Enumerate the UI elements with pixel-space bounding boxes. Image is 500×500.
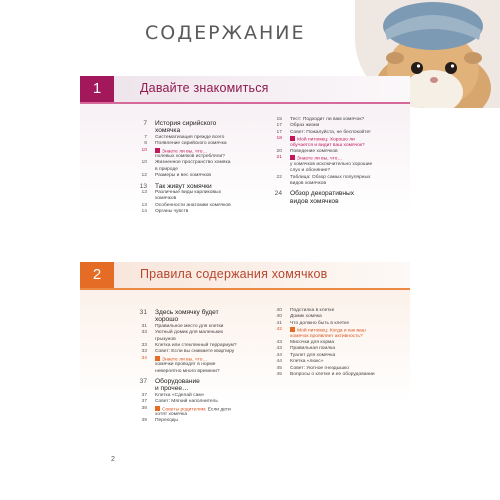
toc-page-number: 44 [276, 359, 282, 365]
toc-entry-text [290, 353, 335, 359]
toc-page-number: 37 [141, 399, 147, 405]
toc-entry-label: Размеры и вес хомячков [155, 173, 212, 179]
toc-page-number: 37 [141, 392, 147, 398]
toc-page-number: 45 [276, 372, 282, 377]
toc-entry-label: Мой питомец: Когда и как ваш [297, 328, 366, 334]
toc-page-number: 13 [141, 202, 147, 208]
toc-entry-text [290, 366, 349, 372]
toc-page-number: 18 [276, 136, 282, 142]
toc-entry-text [155, 173, 211, 179]
toc-page-number: 13 [139, 182, 147, 190]
toc-page-number: 43 [276, 340, 282, 345]
toc-entry-label: Знаете ли вы, что… [162, 149, 208, 155]
toc-entry-text [155, 378, 200, 385]
toc-page-number: 17 [276, 129, 282, 135]
toc-entry-text [290, 198, 339, 205]
toc-page-number: 22 [276, 174, 282, 180]
toc-page-number: 41 [276, 320, 282, 326]
toc-entry-label: Совет: Пожалуйста, не беспокойте! [290, 129, 371, 135]
toc-entry-text [290, 321, 349, 327]
toc-entry-label: Подстилка в клетке [290, 308, 335, 313]
section-2-title: Правила содержания хомячков [140, 267, 328, 281]
toc-page-number: 33 [141, 349, 147, 355]
toc-entry-label: видов хомячков [290, 197, 339, 205]
toc-entry-label: Переходы [155, 418, 178, 424]
toc-entry-text [155, 183, 212, 190]
toc-page-number: 39 [141, 418, 147, 424]
toc-page-number: 44 [276, 352, 282, 358]
toc-entry-label: хорошо [155, 316, 179, 324]
toc-entry-text [290, 372, 375, 378]
toc-page-number: 14 [141, 209, 147, 215]
toc-entry-text [155, 203, 231, 209]
toc-page-number: 42 [276, 327, 282, 333]
toc-page-number: 33 [141, 343, 147, 348]
toc-page-number: 43 [276, 346, 282, 352]
toc-entry-label: Что должно быть в клетке [290, 320, 350, 326]
toc-entry-label: Появление сирийского хомячка [155, 141, 227, 147]
toc-entry-text [155, 209, 188, 215]
toc-entry-text [155, 330, 223, 336]
toc-page-number: 7 [144, 134, 147, 140]
toc-entry-label: хомячки проводят в норме [155, 362, 216, 368]
toc-entry-text [155, 418, 178, 424]
toc-entry-text [155, 399, 218, 405]
toc-entry-label: Совет: Если вы снимаете квартиру [155, 349, 235, 355]
toc-entry-label: Совет: Мягкий наполнитель [155, 399, 218, 405]
toc-entry-label: Так живут хомячки [155, 182, 212, 190]
toc-entry-text [155, 135, 224, 141]
toc-page-number: 17 [276, 123, 282, 129]
toc-page-number: 37 [139, 378, 147, 385]
toc-entry-label: Органы чувств [155, 209, 189, 215]
feature-marker-icon [155, 356, 160, 361]
toc-page-number: 21 [276, 155, 282, 161]
toc-entry-text [155, 167, 178, 173]
toc-entry-label: Особенности анатомии хомячков [155, 202, 231, 208]
toc-entry-text [155, 160, 230, 166]
toc-entry-text [155, 120, 216, 127]
toc-page-number: 45 [276, 365, 282, 371]
feature-marker-icon [290, 155, 295, 160]
toc-page-number: 8 [144, 141, 147, 147]
toc-entry-label: Мой питомец: Хорошо ли [297, 137, 355, 143]
toc-entry-label: Совет: Уютное гнездышко [290, 365, 349, 371]
toc-entry-text [155, 309, 219, 316]
toc-entry-text [290, 346, 335, 352]
toc-entry-label: Клетка или стеклянный террариум? [155, 343, 237, 348]
feature-marker-icon [155, 148, 160, 153]
toc-entry-label: Образ жизни [290, 123, 320, 129]
parents-tip-icon [155, 406, 160, 411]
toc-entry-label: и прочее… [155, 385, 189, 393]
toc-page-number: 10 [141, 160, 147, 166]
toc-entry-text [290, 190, 354, 197]
toc-entry-label: Мисочки для корма [290, 340, 335, 345]
page-title: СОДЕРЖАНИЕ [145, 22, 306, 44]
feature-marker-icon [290, 327, 295, 332]
toc-page-number: 10 [141, 147, 147, 153]
toc-page-number: 40 [276, 314, 282, 320]
toc-entry-text [155, 127, 180, 134]
toc-entry-label: Правильное место для клетки [155, 323, 224, 329]
toc-entry-label: История сирийского [155, 120, 217, 127]
toc-entry-label: полевых хомяков истребляли? [155, 154, 225, 159]
toc-entry-label: Обзор декоративных [290, 190, 355, 198]
page-number: 2 [111, 456, 115, 463]
toc-entry-text [155, 316, 178, 323]
toc-entry-label: у хомячков исключительно хорошие [290, 161, 373, 167]
toc-entry-text [290, 123, 319, 129]
toc-page-number: 31 [139, 309, 147, 316]
toc-entry-rest: Если дети [206, 407, 231, 413]
toc-entry-label: Систематизация прежде всего [155, 134, 225, 140]
toc-entry-key: Советы родителям: [162, 407, 207, 413]
toc-page-number: 40 [276, 308, 282, 313]
toc-entry-text [155, 324, 223, 330]
toc-entry-text [155, 362, 215, 368]
toc-page-number: 24 [274, 190, 282, 198]
toc-entry-label: обучается и видит ваш хомячок? [290, 142, 365, 148]
toc-page-number: 31 [141, 323, 147, 329]
toc-entry-label: Знаете ли вы, что… [162, 357, 208, 363]
toc-entry-text [290, 130, 371, 136]
toc-entry-label: невероятно много времени? [155, 368, 220, 374]
toc-entry-label: Клетка «люкс» [290, 359, 324, 365]
toc-entry-text [290, 149, 338, 155]
toc-entry-label: Уютный домик для маленьких [155, 330, 224, 336]
toc-page-number: 7 [143, 120, 147, 127]
toc-entry-label: грызунов [155, 336, 176, 342]
toc-entry-text [155, 349, 234, 355]
toc-entry-label: Знаете ли вы, что… [297, 156, 343, 162]
toc-entry-label: хомячка [155, 127, 181, 135]
toc-entry-label: хомячков [155, 196, 177, 202]
toc-entry-label: Тест: Подходит ли вам хомячок? [290, 117, 365, 122]
toc-entry-text [155, 393, 204, 399]
toc-entry-text [290, 168, 330, 174]
toc-entry-text [290, 181, 326, 187]
toc-entry-text [155, 337, 176, 343]
toc-entry-label: в природе [155, 166, 178, 172]
toc-entry-text [290, 162, 372, 168]
section-1-title: Давайте знакомиться [140, 81, 269, 95]
toc-entry-label: Вопросы о клетке и ее оборудовании [290, 372, 375, 377]
toc-entry-label: Туалет для хомячка [290, 352, 336, 358]
section-1-number: 1 [80, 76, 114, 102]
toc-entry-text [155, 369, 220, 375]
toc-entry-text [290, 175, 370, 181]
toc-entry-text [290, 359, 323, 365]
toc-entry-label: Оборудование [155, 378, 200, 385]
toc-page-number: 12 [141, 173, 147, 179]
toc-entry-label: хотят хомячка [155, 412, 188, 417]
toc-entry-text [155, 190, 221, 196]
toc-entry-label: Правильная поилка [290, 346, 336, 352]
toc-entry-text [290, 314, 322, 320]
toc-entry-label: видов хомячков [290, 181, 327, 186]
section-2-number: 2 [80, 262, 114, 288]
toc-page-number: 13 [141, 190, 147, 195]
toc-entry-label: хомячок проявляет активность? [290, 333, 363, 339]
toc-entry-text [155, 385, 189, 392]
toc-page-number: 15 [276, 117, 282, 122]
toc-page-number: 33 [141, 330, 147, 336]
toc-page-number: 38 [141, 405, 147, 411]
toc-entry-text [155, 196, 176, 202]
toc-entry-text [290, 334, 363, 340]
section-2-body [80, 290, 410, 450]
feature-marker-icon [290, 136, 295, 141]
toc-entry-label: Домик хомяка [290, 314, 322, 320]
toc-entry-label: Поведение хомячков [290, 149, 338, 154]
toc-entry-label: Различные виды карликовых [155, 190, 222, 195]
toc-entry-label: Здесь хомячку будет [155, 309, 219, 316]
toc-entry-label: Жизненное пространство хомяка [155, 160, 231, 166]
toc-entry-text [290, 143, 365, 149]
toc-entry-text [155, 141, 227, 147]
toc-page-number: 20 [276, 149, 282, 154]
toc-entry-label: Таблица: Обзор самых популярных [290, 174, 371, 180]
toc-entry-label: Клетка «Сделай сам» [155, 392, 205, 398]
toc-entry-label: слух и обоняние? [290, 168, 331, 174]
toc-page-number: 34 [141, 355, 147, 361]
